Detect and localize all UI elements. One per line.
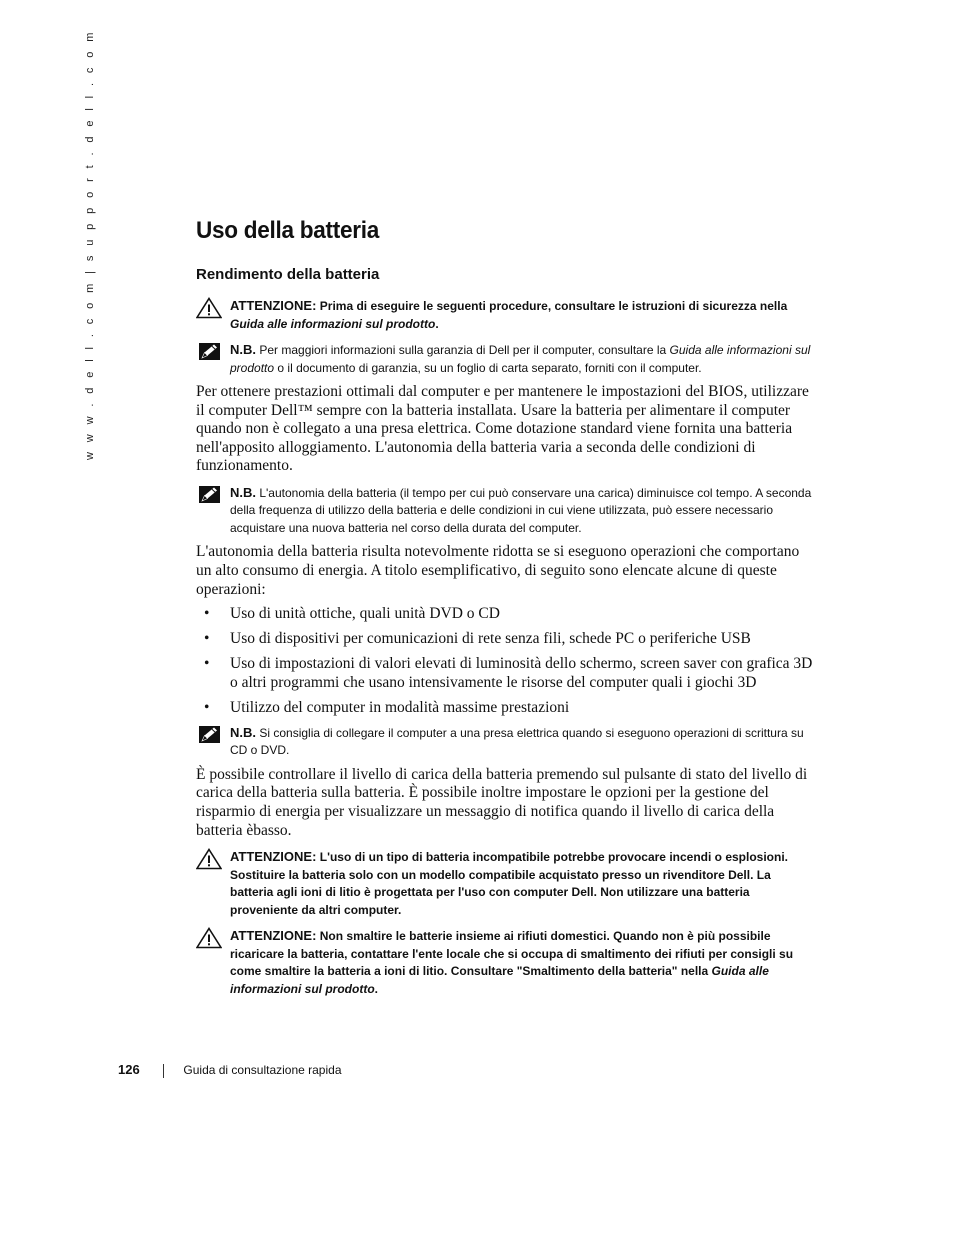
footer-divider — [163, 1064, 164, 1078]
warning-reference: Guida alle informazioni sul prodotto — [230, 964, 769, 996]
guide-title: Guida di consultazione rapida — [183, 1063, 342, 1077]
page-number: 126 — [118, 1062, 140, 1077]
warning-incompatible-battery — [196, 848, 816, 919]
warning-text: Prima di eseguire le seguenti procedure, consultare le istruzioni di sicurezza nella — [319, 299, 788, 313]
warning-safety-instructions: ATTENZIONE: Prima di eseguire le seguenti procedure, consultare le istruzioni di sicurezza nella Guida alle informazioni sul prodotto. — [196, 297, 816, 333]
warning-icon — [196, 848, 222, 870]
note-pencil-icon — [196, 724, 222, 746]
warning-text: L'uso di un tipo di batteria incompatibile potrebbe provocare incendi o esplosioni. Sostituire la batteria solo con un modello compatibile acquistato presso un rivenditore Dell. La batteria agli ioni di litio è progettata per l'uso con computer Dell. Non utilizzare una batteria proveniente da altri computer. — [230, 850, 788, 917]
paragraph-high-consumption: L'autonomia della batteria risulta notevolmente ridotta se si eseguono operazioni che comportano un alto consumo di energia. A titolo esemplificativo, di seguito sono elencate alcune di queste operazioni: — [196, 543, 800, 598]
warning-icon — [196, 927, 222, 949]
note-label: N.B. — [230, 724, 256, 740]
bullet-list — [196, 605, 816, 717]
side-website-url: w w w . d e l l . c o m | s u p p o r t . d e l l . c o m — [84, 29, 96, 460]
note-label: N.B. — [230, 484, 256, 500]
warning-label: ATTENZIONE: — [230, 298, 317, 313]
page-title: Uso della batteria — [196, 217, 379, 244]
warning-label: ATTENZIONE: — [230, 849, 317, 865]
warning-label: ATTENZIONE: — [230, 928, 317, 944]
page-content — [196, 216, 816, 998]
note-text: Si consiglia di collegare il computer a una presa elettrica quando si eseguono operazioni di scrittura su CD o DVD. — [230, 725, 804, 758]
list-item: • Utilizzo del computer in modalità massime prestazioni — [204, 698, 570, 716]
warning-text: Non smaltire le batterie insieme ai rifiuti domestici. Quando non è più possibile ricaricare la batteria, contattare l'ente locale che si occupa di smaltimento dei rifiuti per consigli su come smaltire la batteria a ioni di litio. Consultare "Smaltimento della batteria" nella — [230, 929, 794, 979]
note-pencil-icon — [196, 341, 222, 363]
list-item: • Uso di dispositivi per comunicazioni di rete senza fili, schede PC o periferiche USB — [204, 630, 751, 648]
page-footer — [118, 1062, 342, 1078]
warning-icon — [196, 297, 222, 319]
warning-battery-disposal: ATTENZIONE: Non smaltire le batterie insieme ai rifiuti domestici. Quando non è più possibile ricaricare la batteria, contattare l'ente locale che si occupa di smaltimento dei rifiuti per consigli su come smaltire la batteria a ioni di litio. Consultare "Smaltimento della batteria" nella Guida alle informazioni sul prodotto. — [196, 927, 816, 998]
warning-reference: Guida alle informazioni sul prodotto — [230, 316, 436, 331]
paragraph-charge-level: È possibile controllare il livello di carica della batteria premendo sul pulsante di stato del livello di carica della batteria sulla batteria. È possibile inoltre impostare le opzioni per la gestione del risparmio di energia per visualizzare un messaggio di notifica quando il livello di carica della batteria èbasso. — [196, 765, 808, 839]
note-cd-dvd — [196, 724, 816, 760]
note-warranty — [196, 341, 816, 377]
note-text: L'autonomia della batteria (il tempo per cui può conservare una carica) diminuisce col tempo. A seconda della frequenza di utilizzo della batteria e delle condizioni in cui viene utilizzata, può essere necessario acquistare una nuova batteria nel corso della durata del computer. — [230, 485, 812, 535]
paragraph-battery-intro: Per ottenere prestazioni ottimali dal computer e per mantenere le impostazioni del BIOS, utilizzare il computer Dell™ sempre con la batteria installata. Usare la batteria per alimentare il computer quando non è collegato a una presa elettrica. Come dotazione standard viene fornita una batteria nell'apposito alloggiamento. L'autonomia della batteria varia a seconda delle condizioni di funzionamento. — [196, 383, 809, 475]
section-heading: Rendimento della batteria — [196, 266, 380, 283]
note-text: Per maggiori informazioni sulla garanzia di Dell per il computer, consultare la — [259, 343, 667, 357]
note-text-end: o il documento di garanzia, su un foglio di carta separato, forniti con il computer. — [277, 360, 702, 375]
list-item: • Uso di impostazioni di valori elevati di luminosità dello schermo, screen saver con grafica 3D o altri programmi che usano intensivamente le risorse del computer quali i giochi 3D — [204, 655, 813, 691]
list-item: • Uso di unità ottiche, quali unità DVD o CD — [204, 605, 500, 623]
note-label: N.B. — [230, 342, 256, 357]
note-pencil-icon — [196, 484, 222, 506]
note-reference: Guida alle informazioni sul prodotto — [230, 343, 811, 375]
note-battery-life — [196, 484, 816, 538]
